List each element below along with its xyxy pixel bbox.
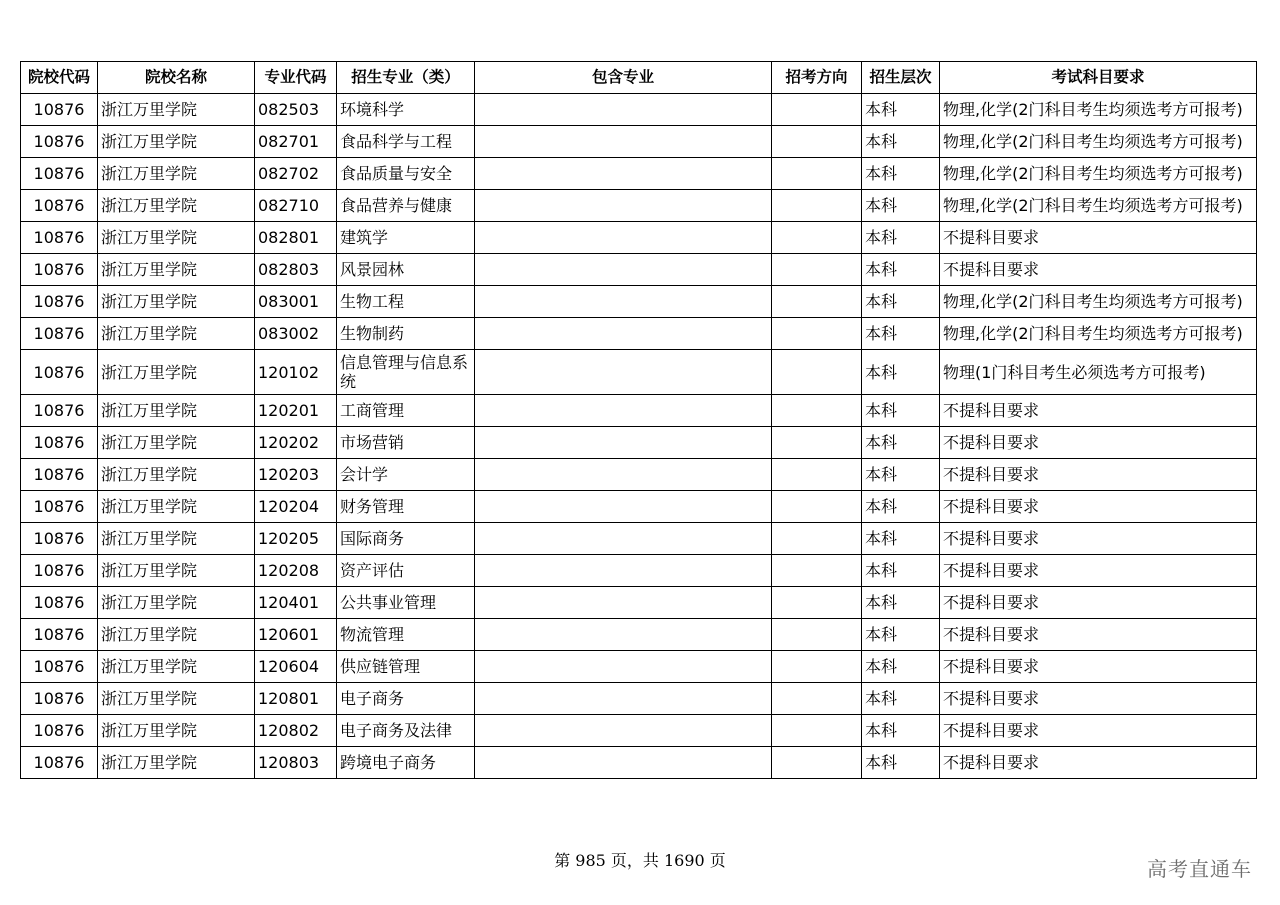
cell-requirement: 物理,化学(2门科目考生均须选考方可报考) — [940, 318, 1257, 350]
cell-major: 食品营养与健康 — [337, 190, 475, 222]
table-row — [21, 94, 1257, 126]
table-row — [21, 523, 1257, 555]
cell-level: 本科 — [862, 747, 940, 779]
cell-direction — [772, 587, 862, 619]
cell-school-code: 10876 — [21, 318, 98, 350]
cell-major: 食品科学与工程 — [337, 126, 475, 158]
cell-school-code: 10876 — [21, 427, 98, 459]
header-major-code: 专业代码 — [255, 62, 337, 94]
cell-school-code: 10876 — [21, 158, 98, 190]
cell-includes — [475, 286, 772, 318]
cell-level: 本科 — [862, 318, 940, 350]
cell-major-code: 120201 — [255, 395, 337, 427]
cell-school-name: 浙江万里学院 — [98, 523, 255, 555]
cell-requirement: 物理,化学(2门科目考生均须选考方可报考) — [940, 158, 1257, 190]
cell-school-name: 浙江万里学院 — [98, 395, 255, 427]
header-school-name: 院校名称 — [98, 62, 255, 94]
cell-level: 本科 — [862, 190, 940, 222]
cell-includes — [475, 651, 772, 683]
cell-school-name: 浙江万里学院 — [98, 459, 255, 491]
cell-school-name: 浙江万里学院 — [98, 747, 255, 779]
cell-major: 国际商务 — [337, 523, 475, 555]
cell-major: 财务管理 — [337, 491, 475, 523]
cell-level: 本科 — [862, 254, 940, 286]
table-row — [21, 587, 1257, 619]
cell-requirement: 不提科目要求 — [940, 715, 1257, 747]
cell-includes — [475, 459, 772, 491]
table-row — [21, 651, 1257, 683]
cell-direction — [772, 350, 862, 395]
cell-includes — [475, 715, 772, 747]
cell-includes — [475, 254, 772, 286]
cell-direction — [772, 286, 862, 318]
cell-requirement: 不提科目要求 — [940, 619, 1257, 651]
header-major: 招生专业（类） — [337, 62, 475, 94]
cell-major: 风景园林 — [337, 254, 475, 286]
cell-includes — [475, 619, 772, 651]
cell-requirement: 不提科目要求 — [940, 747, 1257, 779]
cell-direction — [772, 190, 862, 222]
cell-level: 本科 — [862, 126, 940, 158]
table-row — [21, 318, 1257, 350]
cell-level: 本科 — [862, 222, 940, 254]
cell-level: 本科 — [862, 94, 940, 126]
cell-major-code: 120102 — [255, 350, 337, 395]
cell-requirement: 物理(1门科目考生必须选考方可报考) — [940, 350, 1257, 395]
cell-level: 本科 — [862, 427, 940, 459]
table-row — [21, 254, 1257, 286]
header-level: 招生层次 — [862, 62, 940, 94]
cell-includes — [475, 126, 772, 158]
cell-major-code: 120802 — [255, 715, 337, 747]
cell-major: 电子商务 — [337, 683, 475, 715]
cell-level: 本科 — [862, 523, 940, 555]
cell-school-name: 浙江万里学院 — [98, 491, 255, 523]
admissions-table — [20, 61, 1257, 779]
cell-major: 物流管理 — [337, 619, 475, 651]
cell-includes — [475, 555, 772, 587]
cell-major-code: 083001 — [255, 286, 337, 318]
cell-major: 建筑学 — [337, 222, 475, 254]
table-row — [21, 747, 1257, 779]
cell-level: 本科 — [862, 158, 940, 190]
watermark-logo: 高考直通车 — [1147, 857, 1252, 881]
cell-major-code: 120604 — [255, 651, 337, 683]
cell-level: 本科 — [862, 395, 940, 427]
cell-direction — [772, 619, 862, 651]
cell-school-code: 10876 — [21, 286, 98, 318]
cell-school-code: 10876 — [21, 683, 98, 715]
cell-major-code: 082503 — [255, 94, 337, 126]
header-requirement: 考试科目要求 — [940, 62, 1257, 94]
cell-level: 本科 — [862, 619, 940, 651]
cell-school-code: 10876 — [21, 395, 98, 427]
table-row — [21, 715, 1257, 747]
cell-major: 生物工程 — [337, 286, 475, 318]
cell-major-code: 120208 — [255, 555, 337, 587]
cell-school-name: 浙江万里学院 — [98, 318, 255, 350]
cell-school-code: 10876 — [21, 715, 98, 747]
cell-school-code: 10876 — [21, 126, 98, 158]
cell-school-code: 10876 — [21, 587, 98, 619]
cell-includes — [475, 427, 772, 459]
cell-level: 本科 — [862, 555, 940, 587]
cell-requirement: 不提科目要求 — [940, 254, 1257, 286]
cell-includes — [475, 318, 772, 350]
cell-major-code: 120401 — [255, 587, 337, 619]
cell-requirement: 不提科目要求 — [940, 427, 1257, 459]
cell-school-name: 浙江万里学院 — [98, 715, 255, 747]
cell-school-code: 10876 — [21, 94, 98, 126]
cell-requirement: 不提科目要求 — [940, 459, 1257, 491]
header-school-code: 院校代码 — [21, 62, 98, 94]
cell-direction — [772, 158, 862, 190]
cell-direction — [772, 459, 862, 491]
cell-level: 本科 — [862, 715, 940, 747]
cell-major: 信息管理与信息系统 — [337, 350, 475, 395]
cell-level: 本科 — [862, 459, 940, 491]
cell-school-name: 浙江万里学院 — [98, 619, 255, 651]
table-row — [21, 491, 1257, 523]
cell-major-code: 120601 — [255, 619, 337, 651]
cell-direction — [772, 94, 862, 126]
cell-requirement: 物理,化学(2门科目考生均须选考方可报考) — [940, 94, 1257, 126]
cell-major: 资产评估 — [337, 555, 475, 587]
cell-school-code: 10876 — [21, 459, 98, 491]
table-row — [21, 683, 1257, 715]
cell-direction — [772, 651, 862, 683]
cell-includes — [475, 94, 772, 126]
table-row — [21, 555, 1257, 587]
cell-requirement: 物理,化学(2门科目考生均须选考方可报考) — [940, 286, 1257, 318]
cell-major: 工商管理 — [337, 395, 475, 427]
cell-major-code: 120203 — [255, 459, 337, 491]
cell-direction — [772, 254, 862, 286]
cell-school-name: 浙江万里学院 — [98, 126, 255, 158]
cell-direction — [772, 126, 862, 158]
cell-direction — [772, 523, 862, 555]
cell-major-code: 120801 — [255, 683, 337, 715]
cell-requirement: 不提科目要求 — [940, 395, 1257, 427]
cell-level: 本科 — [862, 286, 940, 318]
cell-major: 市场营销 — [337, 427, 475, 459]
cell-major: 会计学 — [337, 459, 475, 491]
cell-major-code: 120205 — [255, 523, 337, 555]
cell-direction — [772, 427, 862, 459]
cell-includes — [475, 222, 772, 254]
cell-includes — [475, 587, 772, 619]
table-header-row — [21, 62, 1257, 94]
cell-school-name: 浙江万里学院 — [98, 555, 255, 587]
cell-major: 供应链管理 — [337, 651, 475, 683]
cell-includes — [475, 350, 772, 395]
header-includes: 包含专业 — [475, 62, 772, 94]
cell-level: 本科 — [862, 651, 940, 683]
cell-level: 本科 — [862, 350, 940, 395]
cell-school-name: 浙江万里学院 — [98, 427, 255, 459]
cell-major-code: 120803 — [255, 747, 337, 779]
cell-major-code: 082801 — [255, 222, 337, 254]
cell-includes — [475, 523, 772, 555]
header-direction: 招考方向 — [772, 62, 862, 94]
table-row — [21, 190, 1257, 222]
cell-school-code: 10876 — [21, 747, 98, 779]
cell-includes — [475, 491, 772, 523]
cell-direction — [772, 318, 862, 350]
table-row — [21, 126, 1257, 158]
cell-major-code: 082803 — [255, 254, 337, 286]
table-row — [21, 222, 1257, 254]
cell-school-code: 10876 — [21, 350, 98, 395]
cell-major: 生物制药 — [337, 318, 475, 350]
cell-major-code: 082701 — [255, 126, 337, 158]
cell-major-code: 120204 — [255, 491, 337, 523]
cell-major: 环境科学 — [337, 94, 475, 126]
cell-includes — [475, 190, 772, 222]
cell-direction — [772, 491, 862, 523]
cell-requirement: 不提科目要求 — [940, 491, 1257, 523]
cell-school-name: 浙江万里学院 — [98, 190, 255, 222]
table-row — [21, 158, 1257, 190]
cell-direction — [772, 747, 862, 779]
cell-school-name: 浙江万里学院 — [98, 254, 255, 286]
table-body — [21, 94, 1257, 779]
table-row — [21, 459, 1257, 491]
cell-school-code: 10876 — [21, 254, 98, 286]
cell-school-code: 10876 — [21, 190, 98, 222]
cell-includes — [475, 683, 772, 715]
page-number: 第 985 页，共 1690 页 — [554, 851, 726, 870]
cell-direction — [772, 555, 862, 587]
table-row — [21, 286, 1257, 318]
cell-school-name: 浙江万里学院 — [98, 286, 255, 318]
cell-direction — [772, 715, 862, 747]
cell-requirement: 不提科目要求 — [940, 651, 1257, 683]
cell-direction — [772, 395, 862, 427]
cell-school-name: 浙江万里学院 — [98, 683, 255, 715]
cell-includes — [475, 747, 772, 779]
cell-school-name: 浙江万里学院 — [98, 651, 255, 683]
table-row — [21, 427, 1257, 459]
cell-requirement: 不提科目要求 — [940, 587, 1257, 619]
cell-school-name: 浙江万里学院 — [98, 350, 255, 395]
cell-school-name: 浙江万里学院 — [98, 158, 255, 190]
cell-includes — [475, 395, 772, 427]
cell-major-code: 083002 — [255, 318, 337, 350]
cell-school-code: 10876 — [21, 555, 98, 587]
cell-requirement: 物理,化学(2门科目考生均须选考方可报考) — [940, 126, 1257, 158]
table-row — [21, 619, 1257, 651]
cell-requirement: 不提科目要求 — [940, 222, 1257, 254]
cell-major: 跨境电子商务 — [337, 747, 475, 779]
cell-level: 本科 — [862, 491, 940, 523]
cell-direction — [772, 222, 862, 254]
cell-school-code: 10876 — [21, 491, 98, 523]
cell-level: 本科 — [862, 683, 940, 715]
cell-requirement: 不提科目要求 — [940, 523, 1257, 555]
cell-level: 本科 — [862, 587, 940, 619]
cell-school-code: 10876 — [21, 523, 98, 555]
cell-includes — [475, 158, 772, 190]
cell-requirement: 不提科目要求 — [940, 683, 1257, 715]
cell-major: 公共事业管理 — [337, 587, 475, 619]
cell-requirement: 不提科目要求 — [940, 555, 1257, 587]
cell-school-code: 10876 — [21, 222, 98, 254]
cell-school-name: 浙江万里学院 — [98, 587, 255, 619]
cell-major: 电子商务及法律 — [337, 715, 475, 747]
cell-school-name: 浙江万里学院 — [98, 94, 255, 126]
table-row — [21, 350, 1257, 395]
table-row — [21, 395, 1257, 427]
cell-requirement: 物理,化学(2门科目考生均须选考方可报考) — [940, 190, 1257, 222]
cell-major-code: 082702 — [255, 158, 337, 190]
cell-major-code: 120202 — [255, 427, 337, 459]
cell-school-name: 浙江万里学院 — [98, 222, 255, 254]
cell-major: 食品质量与安全 — [337, 158, 475, 190]
cell-school-code: 10876 — [21, 651, 98, 683]
cell-direction — [772, 683, 862, 715]
cell-major-code: 082710 — [255, 190, 337, 222]
cell-school-code: 10876 — [21, 619, 98, 651]
